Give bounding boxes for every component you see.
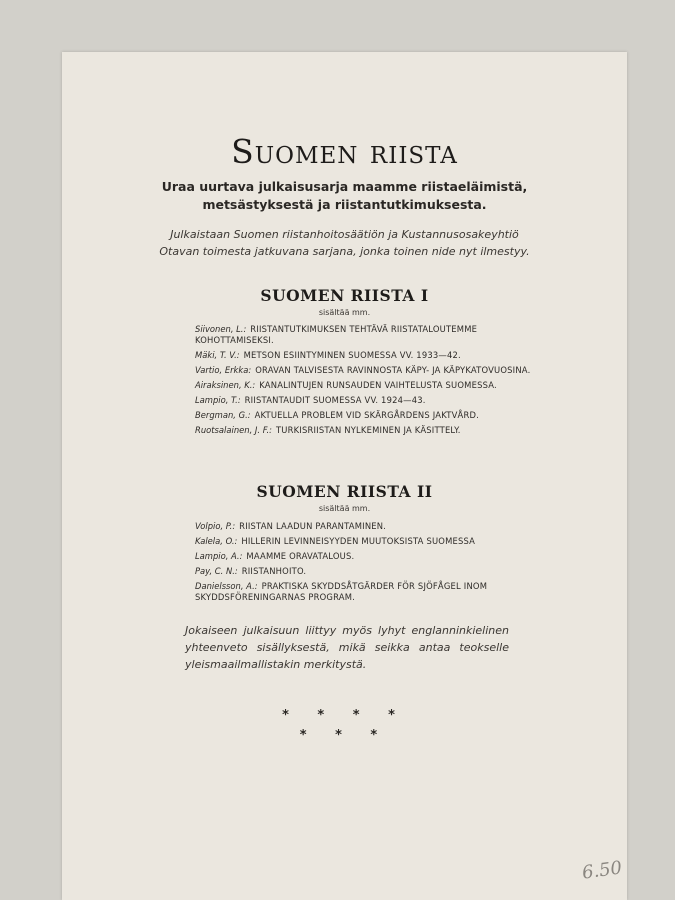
volume-1-contents [195, 324, 535, 440]
list-item [195, 581, 535, 603]
author: Mäki, T. V.: [195, 350, 240, 361]
author: Siivonen, L.: [195, 324, 247, 334]
article-title: PRAKTISKA SKYDDSÅTGÄRDER FÖR SJÖFÅGEL INOM SKYDDSFÖRENINGARNAS PROGRAM. [195, 581, 488, 603]
author: Lampio, A.: [195, 551, 243, 561]
publisher-note [62, 226, 627, 260]
author: Lampio, T.: [195, 395, 241, 406]
article-title: HILLERIN LEVINNEISYYDEN MUUTOKSISTA SUOMESSA [241, 536, 476, 546]
list-item [195, 410, 535, 421]
author: Airaksinen, K.: [195, 380, 256, 391]
article-title: RIISTANTUTKIMUKSEN TEHTÄVÄ RIISTATALOUTEMME KOHOTTAMISEKSI. [195, 324, 478, 346]
author: Bergman, G.: [195, 410, 251, 421]
author: Kalela, O.: [195, 536, 238, 546]
author: Danielsson, A.: [195, 581, 258, 591]
ornament-stars: * * * * [282, 708, 407, 723]
volume-2-contents [195, 521, 535, 607]
volume-subtitle: sisältää mm. [318, 308, 371, 317]
list-item [195, 536, 535, 547]
article-title: RIISTANHOITO. [241, 566, 307, 576]
article-title: AKTUELLA PROBLEM VID SKÄRGÅRDENS JAKTVÅRD. [254, 410, 479, 421]
list-item [195, 521, 535, 532]
pencil-price-mark: 6.50 [580, 857, 624, 884]
list-item [195, 425, 535, 436]
volume-subtitle: sisältää mm. [318, 504, 371, 513]
list-item [195, 566, 535, 577]
article-title: TURKISRIISTAN NYLKEMINEN JA KÄSITTELY. [275, 425, 461, 436]
tagline [62, 178, 627, 214]
volume-title: SUOMEN RIISTA II [256, 482, 433, 501]
author: Vartio, Erkka: [195, 365, 252, 376]
article-title: KANALINTUJEN RUNSAUDEN VAIHTELUSTA SUOMESSA. [259, 380, 497, 391]
list-item [195, 324, 535, 346]
tagline-line: Uraa uurtava julkaisusarja maamme riistaeläimistä, [161, 179, 528, 194]
article-title: METSON ESIINTYMINEN SUOMESSA VV. 1933—42. [243, 350, 461, 361]
author: Volpio, P.: [195, 521, 236, 531]
author: Ruotsalainen, J. F.: [195, 425, 272, 436]
article-title: MAAMME ORAVATALOUS. [246, 551, 355, 561]
ornament-stars: * * * [299, 728, 390, 743]
tagline-line: metsästyksestä ja riistantutkimuksesta. [202, 197, 487, 212]
list-item [195, 551, 535, 562]
article-title: RIISTANTAUDIT SUOMESSA VV. 1924—43. [244, 395, 426, 406]
volume-title: SUOMEN RIISTA I [260, 286, 429, 305]
publisher-line: Julkaistaan Suomen riistanhoitosäätiön ja Kustannusosakeyhtiö [170, 228, 519, 241]
list-item [195, 395, 535, 406]
summary-note: Jokaiseen julkaisuun liittyy myös lyhyt englanninkielinen yhteenveto sisällyksestä, mikä seikka antaa teokselle yleismaailmallistakin merkitystä. [185, 624, 509, 671]
article-title: RIISTAN LAADUN PARANTAMINEN. [239, 521, 387, 531]
author: Pay, C. N.: [195, 566, 238, 576]
publisher-line: Otavan toimesta jatkuvana sarjana, jonka toinen nide nyt ilmestyy. [159, 245, 530, 258]
book-back-cover [62, 52, 627, 900]
series-title: Suomen riista [231, 132, 458, 171]
list-item [195, 380, 535, 391]
list-item [195, 350, 535, 361]
article-title: ORAVAN TALVISESTA RAVINNOSTA KÄPY- JA KÄPYKATOVUOSINA. [255, 365, 531, 376]
list-item [195, 365, 535, 376]
